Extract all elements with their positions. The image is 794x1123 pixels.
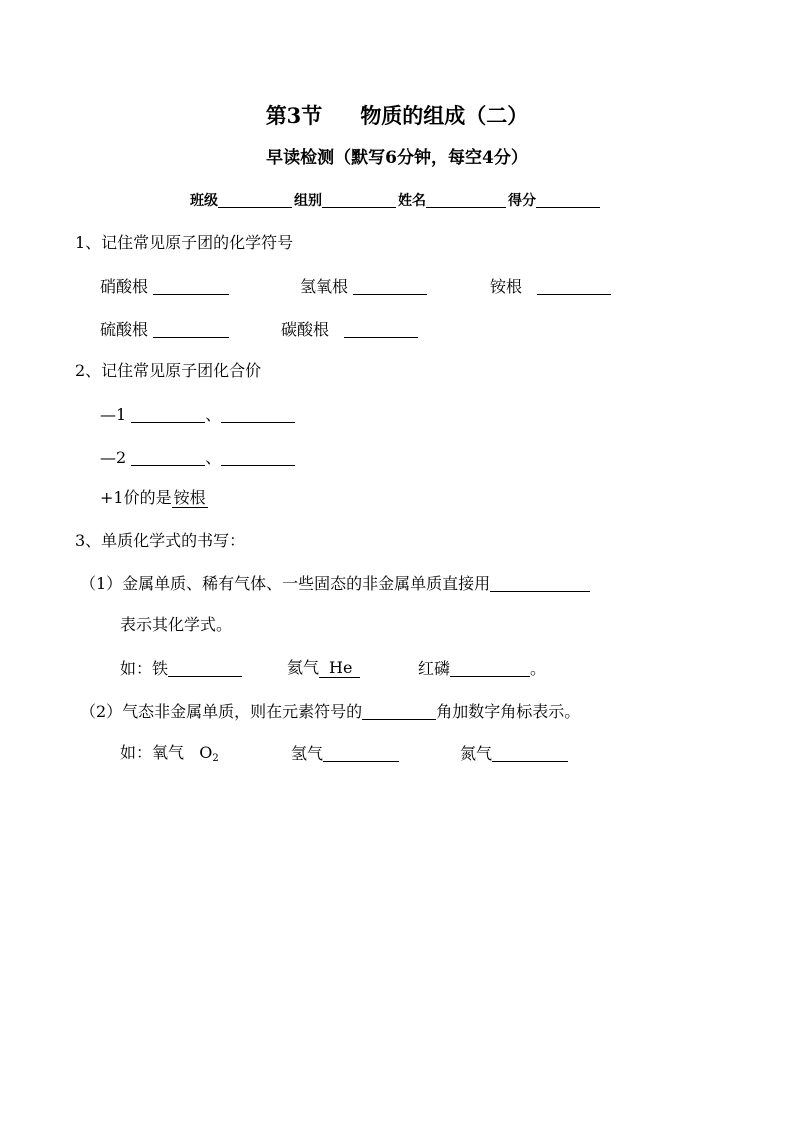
q3-part2-line: （2）气态非金属单质，则在元素符号的 角加数字角标表示。 <box>80 702 581 721</box>
hydrogen-blank[interactable] <box>323 745 399 762</box>
class-label: 班级 <box>190 193 218 209</box>
student-info-row <box>190 193 602 208</box>
page-subtitle: 早读检测（默写6分钟，每空4分） <box>266 148 528 168</box>
score-blank[interactable] <box>536 193 600 208</box>
q3-example-nitrogen: 氮气 <box>460 745 568 762</box>
carbonate-blank[interactable] <box>344 321 418 338</box>
iron-blank[interactable] <box>168 660 242 677</box>
ammonium-blank[interactable] <box>537 278 611 295</box>
name-label: 姓名 <box>398 193 426 209</box>
q1-item-ammonium: 铵根 <box>490 278 611 295</box>
corner-blank[interactable] <box>362 703 436 720</box>
section-number: 第3节 <box>265 103 323 128</box>
q2-pos1-row: +1价的是 铵根 <box>100 488 206 507</box>
neg2-blank-2[interactable] <box>221 449 295 466</box>
neg1-blank-2[interactable] <box>221 406 295 423</box>
q1-heading: 1、记住常见原子团的化学符号 <box>75 233 294 252</box>
q3-example-red-phosphorus: 红磷 。 <box>418 659 547 678</box>
section-title: 物质的组成（二） <box>360 103 529 128</box>
q3-heading: 3、单质化学式的书写： <box>75 531 246 550</box>
q3-part1-line1: （1）金属单质、稀有气体、一些固态的非金属单质直接用 <box>80 575 590 592</box>
group-blank[interactable] <box>322 193 396 208</box>
q1-item-hydroxide: 氢氧根 <box>300 278 427 295</box>
q1-item-nitrate: 硝酸根 <box>100 278 229 295</box>
class-blank[interactable] <box>218 193 292 208</box>
q1-item-sulfate: 硫酸根 <box>100 321 229 338</box>
red-phosphorus-blank[interactable] <box>450 660 530 677</box>
helium-answer: He <box>319 658 360 678</box>
q2-neg1-row: —1 、 <box>100 406 295 423</box>
q3-example-iron: 如：铁 <box>120 660 242 677</box>
page-title <box>0 105 794 126</box>
score-label: 得分 <box>508 193 536 209</box>
q3-part1-line2: 表示其化学式。 <box>120 615 233 634</box>
hydroxide-blank[interactable] <box>353 278 427 295</box>
name-blank[interactable] <box>426 193 506 208</box>
q3-example-hydrogen: 氢气 <box>291 745 399 762</box>
direct-use-blank[interactable] <box>490 575 590 592</box>
nitrate-blank[interactable] <box>153 278 229 295</box>
sulfate-blank[interactable] <box>153 321 229 338</box>
group-label: 组别 <box>294 193 322 209</box>
q3-example-oxygen: 如：氧气 $O_2$ <box>120 743 219 764</box>
pos1-answer: 铵根 <box>173 488 206 507</box>
q1-item-carbonate: 碳酸根 <box>281 321 418 338</box>
oxygen-formula: $O_2$ <box>199 743 219 764</box>
q3-example-helium: 氦气 He <box>287 660 360 676</box>
neg2-blank-1[interactable] <box>131 449 205 466</box>
neg1-blank-1[interactable] <box>131 406 205 423</box>
nitrogen-blank[interactable] <box>492 745 568 762</box>
q2-neg2-row: —2 、 <box>100 449 295 466</box>
q2-heading: 2、记住常见原子团化合价 <box>75 361 262 380</box>
